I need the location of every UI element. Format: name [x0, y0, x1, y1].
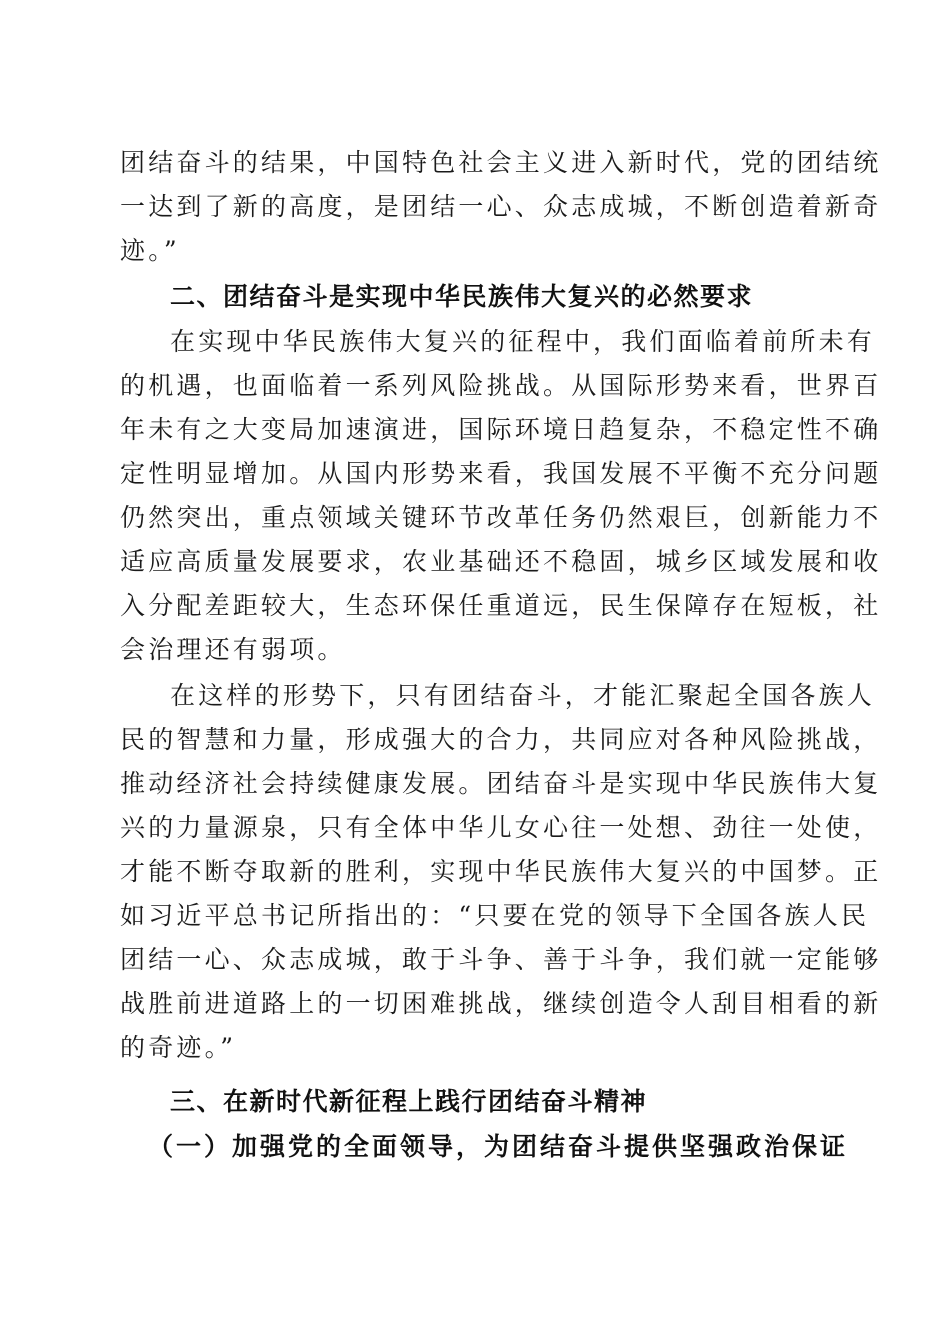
paragraph-line: 适应高质量发展要求，农业基础还不稳固，城乡区域发展和收 — [120, 547, 882, 576]
paragraph-line: 的奇迹。” — [120, 1033, 237, 1062]
paragraph-line: 一达到了新的高度，是团结一心、众志成城，不断创造着新奇 — [120, 192, 882, 221]
paragraph-line: 的机遇，也面临着一系列风险挑战。从国际形势来看，世界百 — [120, 371, 882, 400]
paragraph-line: 兴的力量源泉，只有全体中华儿女心往一处想、劲往一处使， — [120, 813, 882, 842]
paragraph-line: 如习近平总书记所指出的：“只要在党的领导下全国各族人民 — [120, 901, 870, 930]
paragraph-line: 团结一心、众志成城，敢于斗争、善于斗争，我们就一定能够 — [120, 945, 882, 974]
paragraph-line: 才能不断夺取新的胜利，实现中华民族伟大复兴的中国梦。正 — [120, 857, 882, 886]
paragraph-line: 会治理还有弱项。 — [120, 635, 346, 664]
paragraph-line: 战胜前进道路上的一切困难挑战，继续创造令人刮目相看的新 — [120, 989, 882, 1018]
paragraph-line: 在这样的形势下，只有团结奋斗，才能汇聚起全国各族人 — [170, 681, 876, 710]
paragraph-line: 迹。” — [120, 236, 180, 265]
paragraph-line: 团结奋斗的结果，中国特色社会主义进入新时代，党的团结统 — [120, 148, 882, 177]
paragraph-line: 民的智慧和力量，形成强大的合力，共同应对各种风险挑战， — [120, 725, 882, 754]
paragraph-line: 仍然突出，重点领域关键环节改革任务仍然艰巨，创新能力不 — [120, 503, 882, 532]
section-heading-3: 三、在新时代新征程上践行团结奋斗精神 — [170, 1087, 648, 1116]
paragraph-line: 年未有之大变局加速演进，国际环境日趋复杂，不稳定性不确 — [120, 415, 882, 444]
subsection-heading-3-1: （一）加强党的全面领导，为团结奋斗提供坚强政治保证 — [148, 1132, 849, 1161]
paragraph-line: 推动经济社会持续健康发展。团结奋斗是实现中华民族伟大复 — [120, 769, 882, 798]
paragraph-line: 定性明显增加。从国内形势来看，我国发展不平衡不充分问题 — [120, 459, 882, 488]
paragraph-line: 入分配差距较大，生态环保任重道远，民生保障存在短板，社 — [120, 591, 882, 620]
section-heading-2: 二、团结奋斗是实现中华民族伟大复兴的必然要求 — [170, 282, 754, 311]
paragraph-line: 在实现中华民族伟大复兴的征程中，我们面临着前所未有 — [170, 327, 876, 356]
